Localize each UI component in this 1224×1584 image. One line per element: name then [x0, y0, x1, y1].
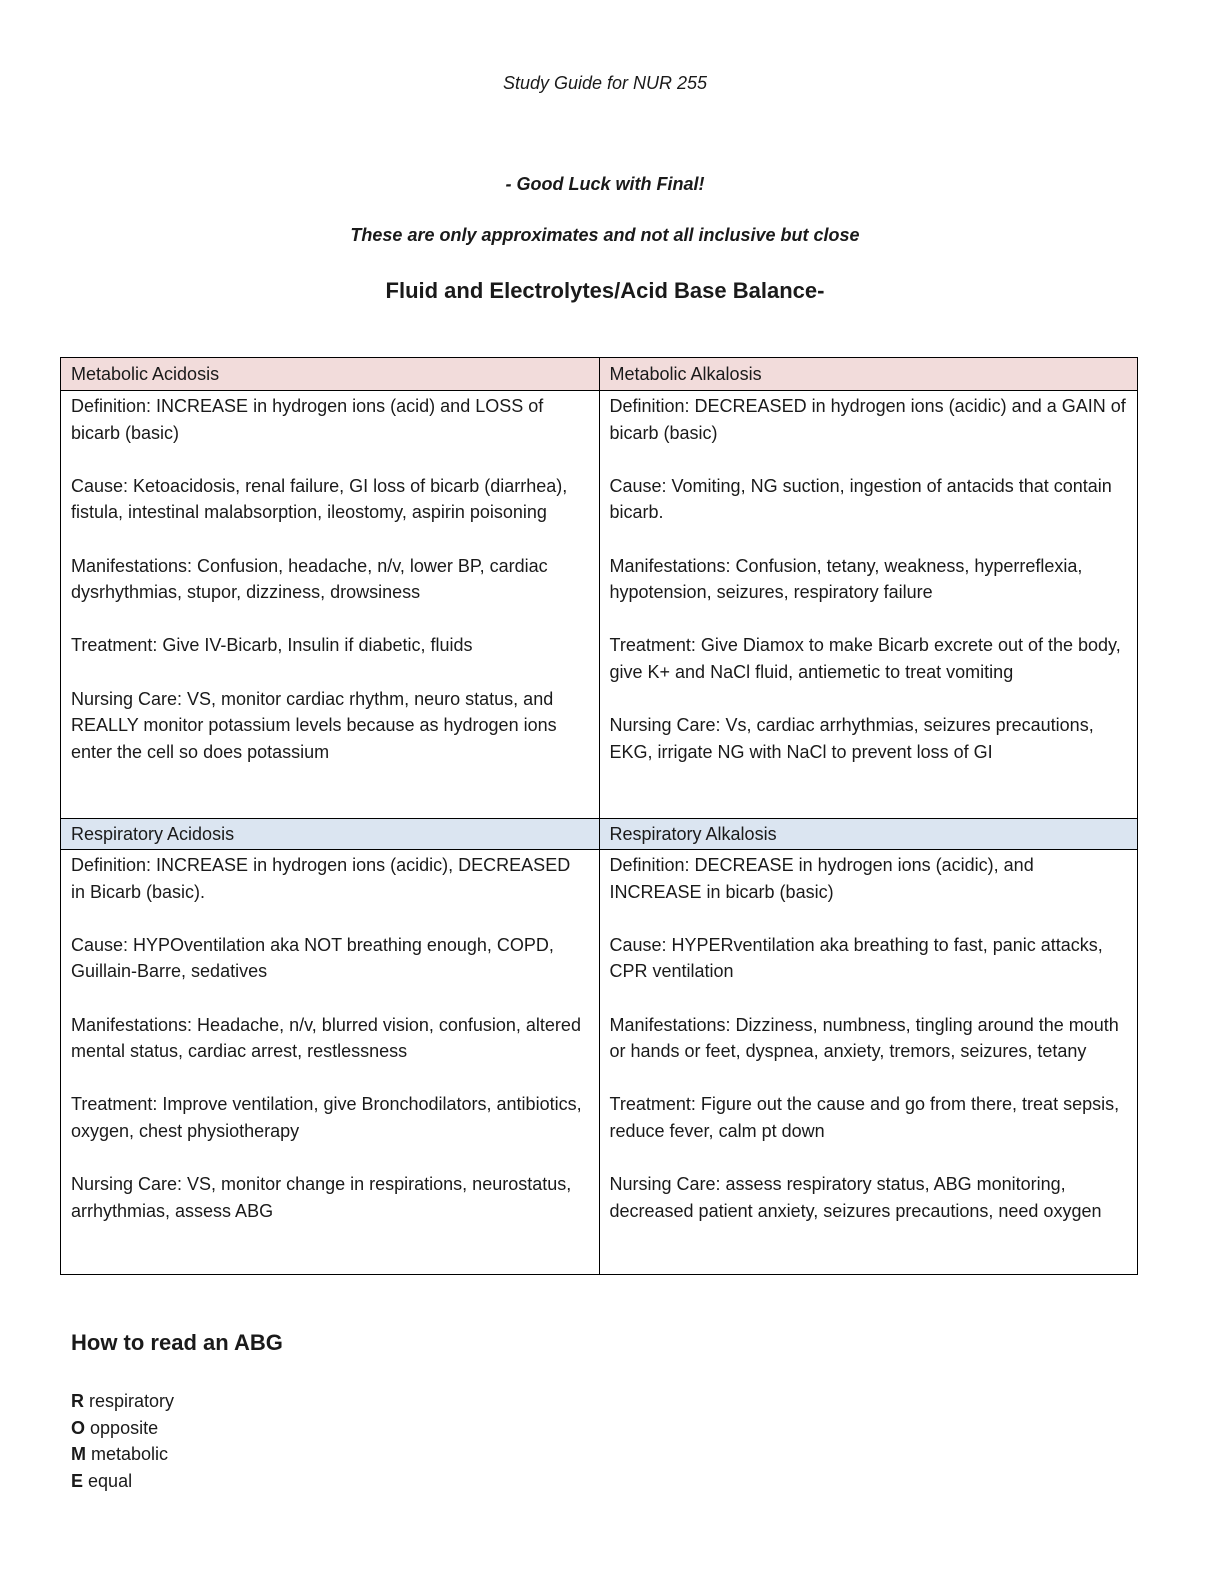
manifestations-text: Manifestations: Dizziness, numbness, tingling around the mouth or hands or feet, dyspnea, anxiety, tremors, seizures, tetany: [609, 1014, 1119, 1062]
metabolic-acidosis-cell: [61, 391, 600, 819]
nursing-care-text: Nursing Care: VS, monitor cardiac rhythm, neuro status, and REALLY monitor potassium levels because as hydrogen ions enter the cell so does potassium: [71, 688, 557, 762]
respiratory-alkalosis-heading: Respiratory Alkalosis: [599, 819, 1138, 850]
metabolic-alkalosis-cell: [599, 391, 1138, 819]
metabolic-alkalosis-heading: Metabolic Alkalosis: [599, 358, 1138, 391]
mnemonic-word: metabolic: [91, 1444, 169, 1465]
disclaimer-note: These are only approximates and not all inclusive but close: [350, 225, 860, 245]
nursing-care-text: Nursing Care: assess respiratory status, ABG monitoring, decreased patient anxiety, seizures precautions, need oxygen: [609, 1174, 1102, 1221]
mnemonic-item: [71, 1388, 174, 1415]
treatment-text: Treatment: Give Diamox to make Bicarb excrete out of the body, give K+ and NaCl fluid, antiemetic to treat vomiting: [609, 635, 1121, 682]
respiratory-acidosis-cell: [61, 850, 600, 1275]
treatment-text: Treatment: Give IV-Bicarb, Insulin if diabetic, fluids: [71, 635, 473, 656]
respiratory-header-row: [61, 819, 1138, 850]
nursing-care-text: Nursing Care: VS, monitor change in respirations, neurostatus, arrhythmias, assess ABG: [71, 1174, 572, 1221]
mnemonic-letter: E: [71, 1470, 84, 1491]
respiratory-content-row: [61, 850, 1138, 1275]
definition-text: Definition: INCREASE in hydrogen ions (acidic), DECREASED in Bicarb (basic).: [71, 855, 571, 902]
mnemonic-letter: M: [71, 1444, 86, 1465]
document-title: Study Guide for NUR 255: [502, 73, 708, 93]
cause-text: Cause: HYPOventilation aka NOT breathing enough, COPD, Guillain-Barre, sedatives: [71, 934, 554, 982]
mnemonic-word: respiratory: [89, 1391, 175, 1411]
mnemonic-letter: R: [71, 1391, 84, 1411]
manifestations-text: Manifestations: Headache, n/v, blurred vision, confusion, altered mental status, cardiac arrest, restlessness: [71, 1014, 581, 1062]
mnemonic-word: equal: [88, 1470, 133, 1491]
mnemonic-item: [71, 1468, 174, 1495]
acid-base-table: [60, 357, 1138, 1275]
mnemonic-item: [71, 1441, 174, 1468]
manifestations-text: Manifestations: Confusion, tetany, weakness, hyperreflexia, hypotension, seizures, respiratory failure: [609, 555, 1083, 603]
good-luck-note: - Good Luck with Final!: [505, 174, 705, 194]
cause-text: Cause: Ketoacidosis, renal failure, GI loss of bicarb (diarrhea), fistula, intestinal malabsorption, ileostomy, aspirin poisoning: [71, 475, 568, 523]
respiratory-alkalosis-cell: [599, 850, 1138, 1275]
respiratory-acidosis-heading: Respiratory Acidosis: [61, 819, 600, 850]
mnemonic-word: opposite: [90, 1417, 159, 1438]
manifestations-text: Manifestations: Confusion, headache, n/v, lower BP, cardiac dysrhythmias, stupor, dizziness, drowsiness: [71, 555, 548, 603]
abg-heading: How to read an ABG: [71, 1330, 283, 1355]
mnemonic-letter: O: [71, 1417, 86, 1438]
cause-text: Cause: HYPERventilation aka breathing to fast, panic attacks, CPR ventilation: [609, 934, 1103, 982]
section-heading: Fluid and Electrolytes/Acid Base Balance-: [385, 278, 825, 303]
definition-text: Definition: DECREASED in hydrogen ions (acidic) and a GAIN of bicarb (basic): [609, 396, 1126, 443]
definition-text: Definition: DECREASE in hydrogen ions (acidic), and INCREASE in bicarb (basic): [609, 855, 1034, 902]
treatment-text: Treatment: Improve ventilation, give Bronchodilators, antibiotics, oxygen, chest physiotherapy: [71, 1094, 582, 1141]
treatment-text: Treatment: Figure out the cause and go from there, treat sepsis, reduce fever, calm pt down: [609, 1094, 1120, 1141]
mnemonic-item: [71, 1415, 174, 1442]
metabolic-header-row: [61, 358, 1138, 391]
cause-text: Cause: Vomiting, NG suction, ingestion of antacids that contain bicarb.: [609, 475, 1112, 523]
metabolic-content-row: [61, 391, 1138, 819]
rome-mnemonic-list: [71, 1388, 174, 1494]
metabolic-acidosis-heading: Metabolic Acidosis: [61, 358, 600, 391]
nursing-care-text: Nursing Care: Vs, cardiac arrhythmias, seizures precautions, EKG, irrigate NG with NaCl to prevent loss of GI: [609, 715, 1094, 762]
definition-text: Definition: INCREASE in hydrogen ions (acid) and LOSS of bicarb (basic): [71, 396, 544, 443]
